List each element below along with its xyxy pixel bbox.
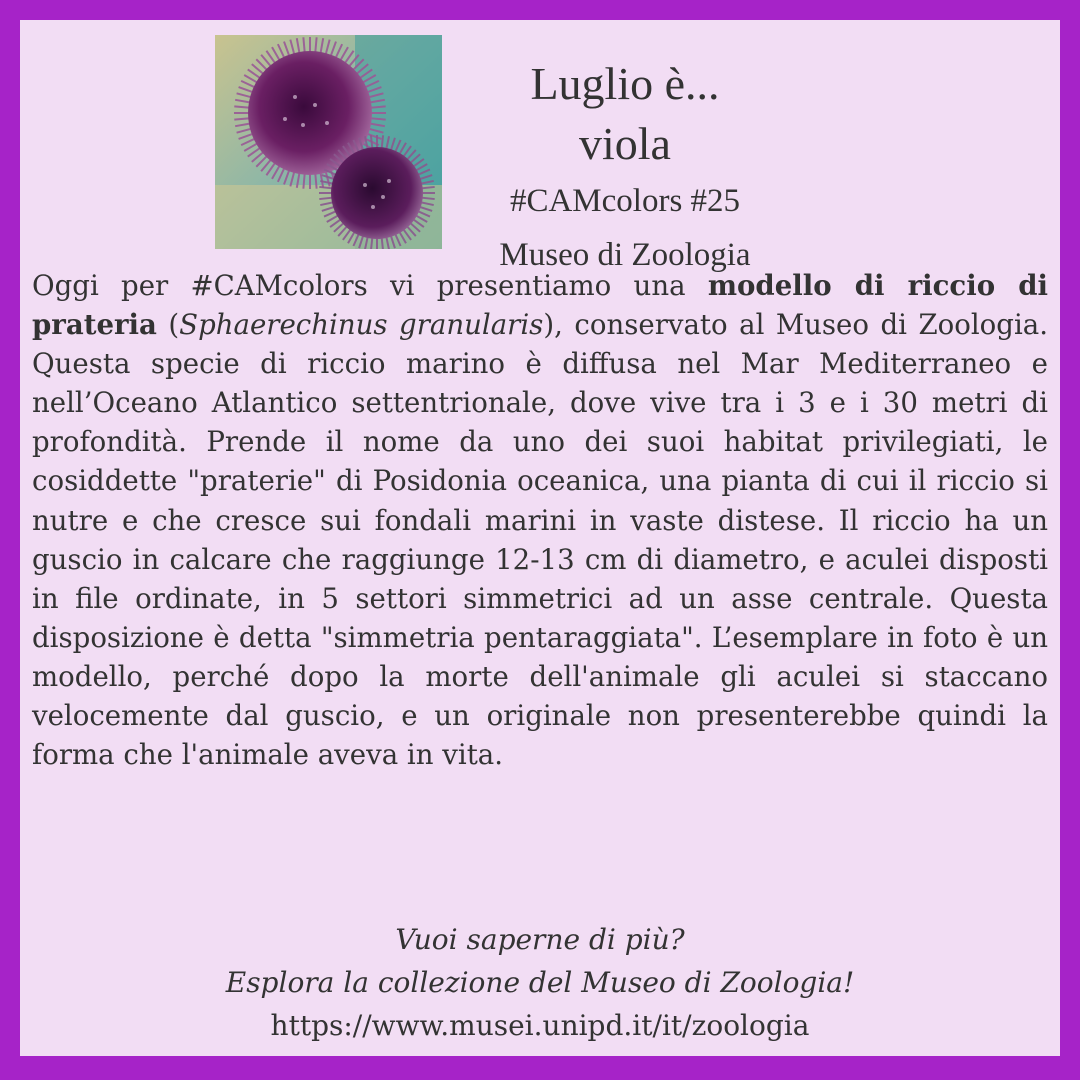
description-body: ), conservato al Museo di Zoologia. Questa specie di riccio marino è diffusa nel Mar Mediterraneo e nell’Oceano Atlantico settentrionale, dove vive tra i 3 e i 30 metri di profondità. Prende il nome da uno dei suoi habitat privilegiati, le cosiddette "praterie" di Posidonia oceanica, una pianta di cui il riccio si nutre e che cresce sui fondali marini in vaste distese. Il riccio ha un guscio in calcare che raggiunge 12-13 cm di diametro, e aculei disposti in file ordinate, in 5 settori simmetrici ad un asse centrale. Questa disposizione è detta "simmetria pentaraggiata". L’esemplare in foto è un modello, perché dopo la morte dell'animale gli aculei si staccano velocemente dal guscio, e un originale non presenterebbe quindi la forma che l'animale aveva in vita. <box>32 308 1048 772</box>
post-footer <box>20 918 1060 1047</box>
sea-urchin-photo <box>215 35 442 249</box>
post-title: Luglio è... viola <box>530 58 720 169</box>
post-card <box>20 20 1060 1056</box>
footer-cta: Esplora la collezione del Museo di Zoologia! <box>225 966 855 999</box>
description-text <box>32 266 1048 774</box>
museum-name: Museo di Zoologia <box>499 237 751 273</box>
open-paren: ( <box>156 308 180 342</box>
post-header <box>490 54 760 282</box>
scientific-name: Sphaerechinus granularis <box>179 308 544 342</box>
hashtags: #CAMcolors #25 <box>509 183 741 219</box>
intro-text: Oggi per #CAMcolors vi presentiamo una <box>32 269 708 302</box>
footer-question: Vuoi saperne di più? <box>395 923 685 956</box>
museum-link[interactable]: https://www.musei.unipd.it/it/zoologia <box>270 1009 810 1042</box>
common-name: modello di riccio di prateria <box>32 269 1048 342</box>
sea-urchin-illustration <box>215 35 442 249</box>
